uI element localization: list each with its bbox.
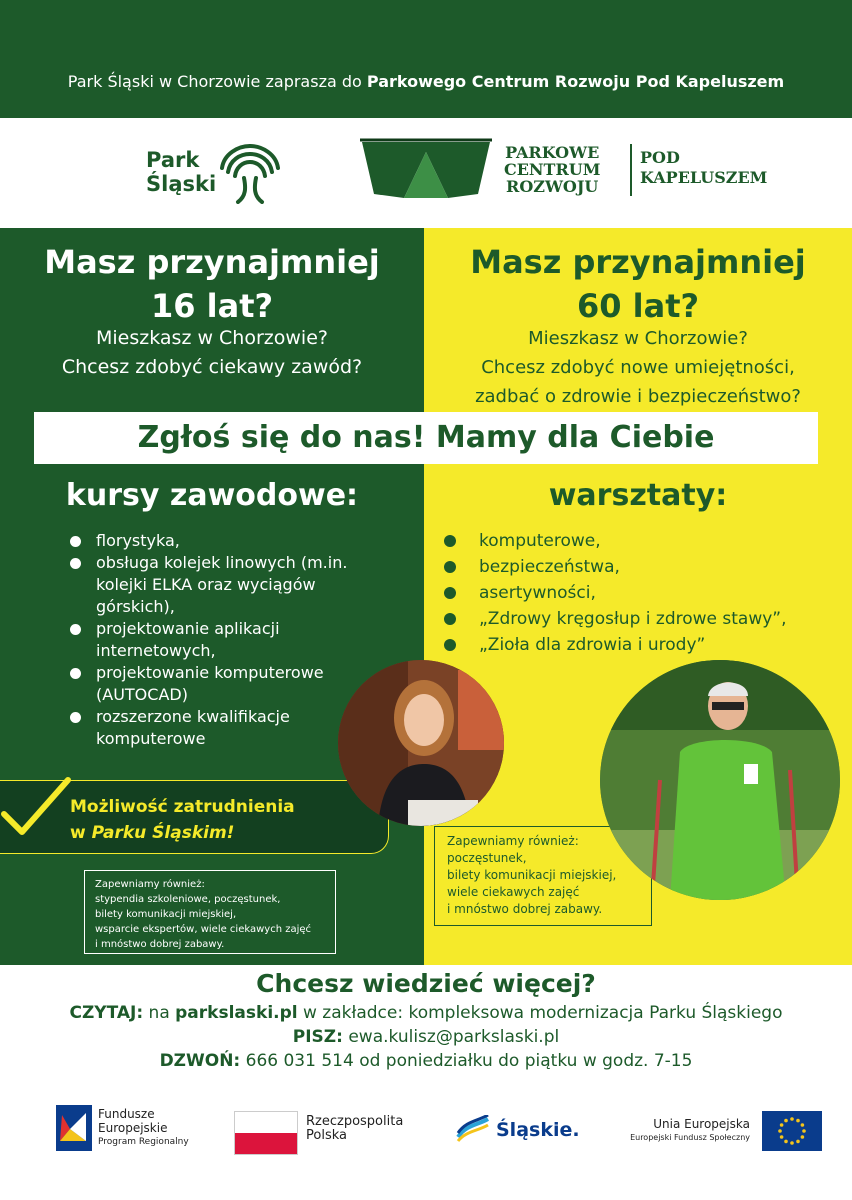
eu-flag-icon bbox=[762, 1111, 822, 1151]
ue-text: Unia Europejska Europejski Fundusz Społeczny bbox=[630, 1117, 750, 1142]
list-item: bezpieczeństwa, bbox=[444, 554, 844, 580]
list-item: komputerowe, bbox=[444, 528, 844, 554]
courses-list bbox=[70, 530, 360, 750]
call-to-action-banner: Zgłoś się do nas! Mamy dla Ciebie bbox=[34, 412, 818, 464]
right-title: Masz przynajmniej 60 lat? bbox=[470, 243, 806, 325]
young-woman-photo bbox=[338, 660, 504, 826]
contact-call: DZWOŃ: 666 031 514 od poniedziałku do piątku w godz. 7-15 bbox=[159, 1051, 693, 1071]
hat-icon bbox=[356, 132, 496, 204]
rzeczpospolita-text: Rzeczpospolita Polska bbox=[306, 1114, 404, 1143]
logo-divider bbox=[630, 144, 632, 196]
right-questions: Mieszkasz w Chorzowie? Chcesz zdobyć nowe umiejętności, zadbać o zdrowie i bezpieczeństwo? bbox=[475, 328, 801, 407]
list-item: „Zdrowy kręgosłup i zdrowe stawy”, bbox=[444, 606, 844, 632]
fundusze-europejskie-icon bbox=[56, 1105, 92, 1151]
list-item: projektowanie aplikacji internetowych, bbox=[70, 618, 360, 662]
logo-row bbox=[0, 118, 852, 228]
left-extras-box: Zapewniamy również: stypendia szkoleniowe, poczęstunek, bilety komunikacji miejskiej, wsparcie ekspertów, wiele ciekawych zajęć i mnóstwo dobrej zabawy. bbox=[84, 870, 336, 954]
workshops-list bbox=[444, 528, 844, 658]
website-link[interactable]: parkslaski.pl bbox=[175, 1003, 298, 1023]
left-panel bbox=[0, 228, 424, 965]
senior-man-photo bbox=[600, 660, 840, 900]
left-section-title: kursy zawodowe: bbox=[65, 478, 359, 513]
park-slaski-logo: Park Śląski bbox=[146, 138, 286, 208]
slaskie-text: Śląskie. bbox=[496, 1119, 580, 1141]
left-title: Masz przynajmniej 16 lat? bbox=[44, 243, 380, 325]
contact-write: PISZ: ewa.kulisz@parkslaski.pl bbox=[292, 1027, 560, 1047]
contact-title: Chcesz wiedzieć więcej? bbox=[256, 969, 596, 998]
contact-section bbox=[0, 965, 852, 1200]
email-link[interactable]: ewa.kulisz@parkslaski.pl bbox=[342, 1027, 560, 1047]
list-item: asertywności, bbox=[444, 580, 844, 606]
intro-text: Park Śląski w Chorzowie zaprasza do Parkowego Centrum Rozwoju Pod Kapeluszem bbox=[67, 72, 785, 91]
contact-read: CZYTAJ: na parkslaski.pl w zakładce: kompleksowa modernizacja Parku Śląskiego bbox=[69, 1003, 783, 1023]
top-bar bbox=[0, 0, 852, 118]
list-item: „Zioła dla zdrowia i urody” bbox=[444, 632, 844, 658]
pod-kapeluszem-text: POD KAPELUSZEM bbox=[640, 148, 768, 187]
right-section-title: warsztaty: bbox=[548, 478, 728, 513]
list-item: rozszerzone kwalifikacje komputerowe bbox=[70, 706, 360, 750]
slaskie-icon bbox=[456, 1115, 490, 1145]
right-extras-box: Zapewniamy również: poczęstunek, bilety komunikacji miejskiej, wiele ciekawych zajęć i mnóstwo dobrej zabawy. bbox=[434, 826, 652, 926]
employment-text: Możliwość zatrudnienia w Parku Śląskim! bbox=[70, 797, 295, 843]
left-questions: Mieszkasz w Chorzowie? Chcesz zdobyć ciekawy zawód? bbox=[61, 327, 363, 378]
polish-flag-icon bbox=[234, 1111, 298, 1155]
tree-icon bbox=[218, 138, 282, 204]
list-item: florystyka, bbox=[70, 530, 360, 552]
fundusze-europejskie-text: Fundusze Europejskie Program Regionalny bbox=[98, 1107, 189, 1147]
list-item: obsługa kolejek linowych (m.in. kolejki ELKA oraz wyciągów górskich), bbox=[70, 552, 360, 618]
checkmark-icon bbox=[0, 774, 72, 840]
pcr-logo-text: PARKOWE CENTRUM ROZWOJU bbox=[504, 143, 601, 196]
list-item: projektowanie komputerowe (AUTOCAD) bbox=[70, 662, 360, 706]
